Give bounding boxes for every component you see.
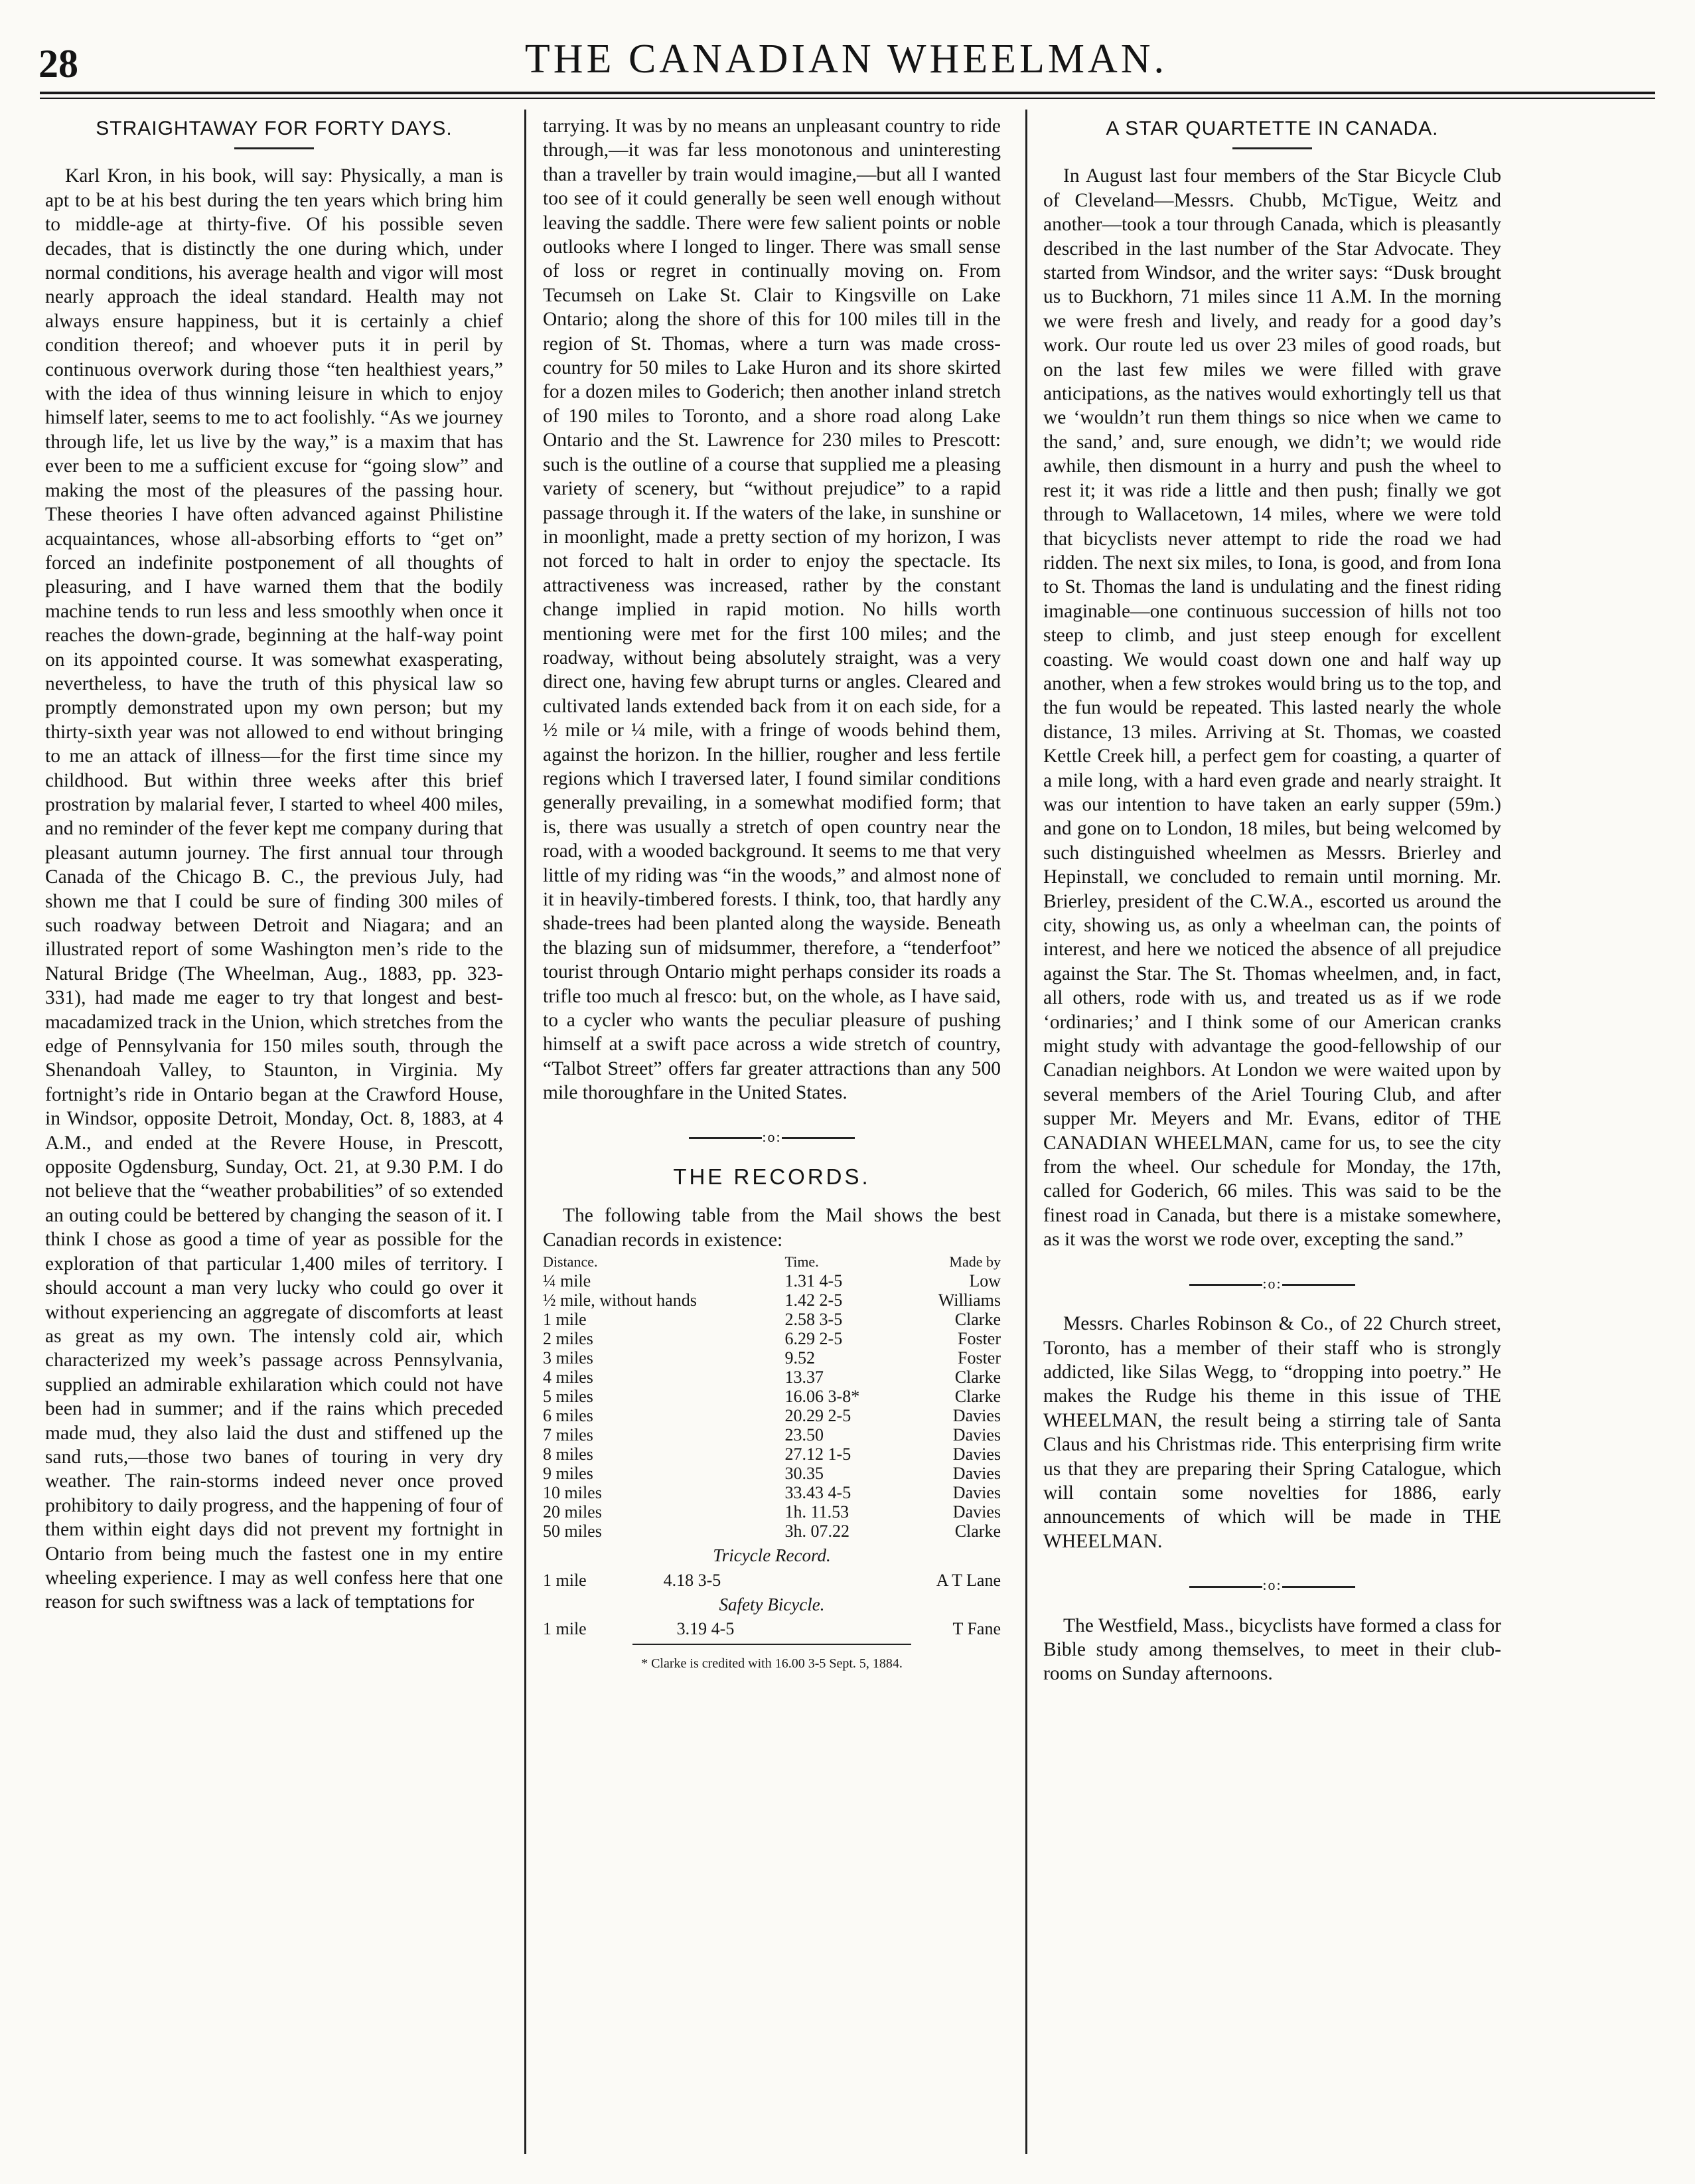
- time-cell: 2.58 3-5: [784, 1310, 843, 1330]
- records-footnote: * Clarke is credited with 16.00 3-5 Sept. 5, 1884.: [641, 1656, 903, 1672]
- made-by-cell: Clarke: [954, 1367, 1001, 1387]
- records-header-row: [543, 1252, 1001, 1271]
- made-by-cell: Low: [969, 1271, 1001, 1291]
- table-row: [543, 1464, 1001, 1483]
- masthead-rule-bottom: [40, 98, 1655, 99]
- table-row: [543, 1571, 1001, 1590]
- made-by-cell: Clarke: [954, 1521, 1001, 1541]
- made-by-cell: Davies: [952, 1483, 1001, 1503]
- time-cell: 33.43 4-5: [784, 1483, 851, 1503]
- records-title: THE RECORDS.: [673, 1164, 871, 1190]
- distance-cell: 1 mile: [543, 1570, 587, 1590]
- safety-bicycle-heading: Safety Bicycle.: [719, 1594, 825, 1614]
- safety-body: [543, 1619, 1001, 1638]
- column-3: [1043, 114, 1501, 1686]
- col-time: Time.: [784, 1253, 819, 1271]
- masthead-title: THE CANADIAN WHEELMAN.: [524, 37, 1168, 82]
- made-by-cell: Davies: [952, 1444, 1001, 1464]
- time-cell: 27.12 1-5: [784, 1444, 851, 1464]
- tricycle-record-heading: Tricycle Record.: [713, 1545, 831, 1566]
- distance-cell: ½ mile, without hands: [543, 1290, 697, 1310]
- distance-cell: ¼ mile: [543, 1271, 591, 1291]
- time-cell: 13.37: [784, 1367, 824, 1387]
- article1-continuation: tarrying. It was by no means an unpleasant country to ride through,—it was far less monotonous and uninteresting than a traveller by train would imagine,—but all I wanted too see of it could generally be seen well enough without leaving the saddle. There were few salient points or noble outlooks where I longed to linger. There was small sense of loss or regret in continually moving on. From Tecumseh on Lake St. Clair to Kingsville on Lake Ontario; along the shore of this for 100 miles till in the region of St. Thomas, where a turn was made cross-country for 50 miles to Lake Huron and its shore skirted for a dozen miles to Goderich; then another inland stretch of 190 miles to Toronto, and a shore road along Lake Ontario and the St. Lawrence for 230 miles to Prescott: such is the outline of a course that supplied me a pleasing variety of scenery, but “without prejudice” to a rapid passage through it. If the waters of the lake, in sunshine or in moonlight, made a pretty section of my horizon, I was not forced to halt in order to enjoy the spectacle. Its attractiveness was increased, rather by the constant change implied in rapid motion. No hills worth mentioning were met for the first 100 miles; and the roadway, without being absolutely straight, was a very direct one, having few abrupt turns or angles. Cleared and cultivated lands extended back from it on each side, for a ½ mile or ¼ mile, with a fringe of woods behind them, against the horizon. In the hillier, rougher and less fertile regions which I traversed later, I found similar conditions generally prevailing, in a somewhat modified form; that is, there was usually a stretch of open country near the road, with a wooded background. It seems to me that very little of my riding was “in the woods,” and almost none of it in heavily-timbered forests. I think, too, that hardly any shade-trees had been planted along the wayside. Beneath the blazing sun of midsummer, therefore, a “tenderfoot” tourist through Ontario might perhaps consider its roads a trifle too much al fresco: but, on the whole, as I have said, to a cycler who wants the peculiar pleasure of pushing himself at a swift pace across a wide stretch of country, “Talbot Street” offers far greater attractions than any 500 mile thoroughfare in the United States.: [543, 116, 1001, 1104]
- table-row: [543, 1290, 1001, 1310]
- table-row: [543, 1387, 1001, 1406]
- column-divider-2: [1025, 110, 1027, 2154]
- made-by-cell: Davies: [952, 1406, 1001, 1426]
- article4-paragraph: The Westfield, Mass., bicyclists have formed a class for Bible study among themselves, to meet in their club-rooms on Sunday afternoons.: [1043, 1614, 1501, 1685]
- made-by-cell: Clarke: [954, 1310, 1001, 1330]
- title-rule: [1232, 147, 1312, 149]
- time-cell: 9.52: [784, 1348, 816, 1368]
- safety-table: [543, 1619, 1001, 1638]
- section-separator: :o:: [543, 1125, 1001, 1149]
- table-row: [543, 1619, 1001, 1638]
- made-by-cell: Foster: [958, 1329, 1001, 1349]
- made-by-cell: Williams: [938, 1290, 1001, 1310]
- records-body: [543, 1271, 1001, 1541]
- table-row: [543, 1329, 1001, 1348]
- time-cell: 20.29 2-5: [784, 1406, 851, 1426]
- section-separator: :o:: [1043, 1272, 1501, 1296]
- distance-cell: 50 miles: [543, 1521, 602, 1541]
- table-row: [543, 1348, 1001, 1367]
- made-by-cell: Davies: [952, 1425, 1001, 1445]
- time-cell: 1h. 11.53: [784, 1502, 849, 1522]
- column-2: [543, 114, 1001, 1676]
- article2-title: A STAR QUARTETTE IN CANADA.: [1106, 117, 1439, 139]
- table-row: [543, 1425, 1001, 1444]
- time-cell: 30.35: [784, 1464, 824, 1484]
- page-number: 28: [38, 42, 78, 86]
- tricycle-table: [543, 1571, 1001, 1590]
- distance-cell: 4 miles: [543, 1367, 593, 1387]
- column-divider-1: [524, 110, 526, 2154]
- time-cell: 16.06 3-8*: [784, 1387, 860, 1407]
- time-cell: 23.50: [784, 1425, 824, 1445]
- column-1: [45, 114, 503, 1614]
- distance-cell: 1 mile: [543, 1619, 587, 1639]
- time-cell: 1.42 2-5: [784, 1290, 843, 1310]
- records-intro: The following table from the Mail shows the best Canadian records in existence:: [543, 1205, 1001, 1251]
- distance-cell: 3 miles: [543, 1348, 593, 1368]
- distance-cell: 7 miles: [543, 1425, 593, 1445]
- article1-title: STRAIGHTAWAY FOR FORTY DAYS.: [96, 117, 453, 139]
- made-by-cell: A T Lane: [936, 1570, 1001, 1590]
- table-row: [543, 1502, 1001, 1521]
- time-cell: 1.31 4-5: [784, 1271, 843, 1291]
- col-distance: Distance.: [543, 1253, 598, 1271]
- table-row: [543, 1310, 1001, 1329]
- records-table: [543, 1252, 1001, 1541]
- time-cell: 4.18 3-5: [663, 1570, 721, 1590]
- article3-paragraph: Messrs. Charles Robinson & Co., of 22 Church street, Toronto, has a member of their staff who is strongly addicted, like Silas Wegg, to “dropping into poetry.” He makes the Rudge his theme in this issue of THE WHEELMAN, the result being a stirring tale of Santa Claus and his Christmas ride. This enterprising firm write us that they are preparing their Spring Catalogue, which will contain some novelties for 1886, early announcements of which will be made in THE WHEELMAN.: [1043, 1313, 1501, 1552]
- made-by-cell: T Fane: [952, 1619, 1001, 1639]
- section-separator: :o:: [1043, 1573, 1501, 1597]
- made-by-cell: Foster: [958, 1348, 1001, 1368]
- time-cell: 3h. 07.22: [784, 1521, 850, 1541]
- time-cell: 3.19 4-5: [676, 1619, 735, 1639]
- distance-cell: 8 miles: [543, 1444, 593, 1464]
- article2-paragraph: In August last four members of the Star Bicycle Club of Cleveland—Messrs. Chubb, McTigue, Weitz and another—took a tour through Canada, which is pleasantly described in the last number of the Star Advocate. They started from Windsor, and the writer says: “Dusk brought us to Buckhorn, 71 miles since 11 A.M. In the morning we were fresh and lively, and ready for a good day’s work. Our route led us over 23 miles of good roads, but on the last few miles we were filled with grave anticipations, as the natives would exhortingly tell us that we ‘wouldn’t run them things so nice when we came to the sand,’ and, sure enough, we didn’t; we would ride awhile, then dismount in a hurry and push the wheel to rest it; it was ride a little and then push; finally we got through to Wallacetown, 14 miles, where we were told that bicyclists never attempt to ride the road we had ridden. The next six miles, to Iona, is good, and from Iona to St. Thomas the land is undulating and the finest riding imaginable—one continuous succession of hills not too steep to climb, and just steep enough for excellent coasting. We would coast down one and half way up another, when a few strokes would bring us to the top, and the fun would be repeated. This lasted nearly the whole distance, 13 miles. Arriving at St. Thomas, we coasted Kettle Creek hill, a perfect gem for coasting, a quarter of a mile long, with a hard even grade and nearly straight. It was our intention to have taken an early supper (59m.) and gone on to London, 18 miles, but being welcomed by such distinguished wheelmen as Messrs. Brierley and Hepinstall, we concluded to remain until morning. Mr. Brierley, president of the C.W.A., escorted us around the city, showing us, as only a wheelman can, the points of interest, and here we noticed the absence of all prejudice against the Star. The St. Thomas wheelmen, and, in fact, all others, rode with us, and treated us as if we rode ‘ordinaries;’ and I think some of our American cranks might study with advantage the good-fellowship of our Canadian neighbors. At London we were waited upon by several members of the Ariel Touring Club, and after supper Mr. Meyers and Mr. Evans, editor of THE CANADIAN WHEELMAN, came for us, to see the city from the wheel. Our schedule for Monday, the 17th, called for Goderich, 66 miles. This was said to be the finest road in Canada, but there is a mistake somewhere, as it was the worst we rode over, excepting the sand.”: [1043, 165, 1501, 1251]
- tricycle-body: [543, 1571, 1001, 1590]
- title-rule: [234, 147, 314, 149]
- time-cell: 6.29 2-5: [784, 1329, 843, 1349]
- table-row: [543, 1367, 1001, 1387]
- table-row: [543, 1406, 1001, 1425]
- distance-cell: 6 miles: [543, 1406, 593, 1426]
- table-row: [543, 1483, 1001, 1502]
- col-made-by: Made by: [949, 1253, 1001, 1271]
- masthead-rule-top: [40, 92, 1655, 94]
- table-row: [543, 1521, 1001, 1541]
- footnote-rule: [632, 1644, 911, 1645]
- table-row: [543, 1444, 1001, 1464]
- made-by-cell: Clarke: [954, 1387, 1001, 1407]
- made-by-cell: Davies: [952, 1464, 1001, 1484]
- table-row: [543, 1271, 1001, 1290]
- distance-cell: 9 miles: [543, 1464, 593, 1484]
- distance-cell: 20 miles: [543, 1502, 602, 1522]
- distance-cell: 10 miles: [543, 1483, 602, 1503]
- distance-cell: 1 mile: [543, 1310, 587, 1330]
- article1-paragraph: Karl Kron, in his book, will say: Physically, a man is apt to be at his best during the ten years which bring him to middle-age at thirty-five. Of his possible seven decades, that is distinctly the one during which, under normal conditions, his average health and vigor will most nearly approach the ideal standard. Health may not always ensure happiness, but it is certainly a chief condition thereof; and whoever puts it in peril by continuous overwork during those “ten healthiest years,” with the idea of thus winning leisure in which to enjoy himself later, seems to me to act foolishly. “As we journey through life, let us live by the way,” is a maxim that has ever been to me a sufficient excuse for “going slow” and making the most of the pleasures of the passing hour. These theories I have often advanced against Philistine acquaintances, whose all-absorbing efforts to “get on” forced an indefinite postponement of all thoughts of pleasuring, and I have warned them that the bodily machine tends to run less and less smoothly when once it reaches the down-grade, beginning at the half-way point on its appointed course. It was somewhat exasperating, nevertheless, to have the truth of this physical law so promptly demonstrated upon my own person; but my thirty-sixth year was not allowed to end without bringing to me an attack of illness—for the first time since my childhood. But within three weeks after this brief prostration by malarial fever, I started to wheel 400 miles, and no reminder of the fever kept me company during that pleasant autumn journey. The first annual tour through Canada of the Chicago B. C., the previous July, had shown me that I could be sure of finding 300 miles of such roadway between Detroit and Niagara; and an illustrated report of some Washington men’s ride to the Natural Bridge (The Wheelman, Aug., 1883, pp. 323-331), had made me eager to try that longest and best-macadamized track in the Union, which stretches from the edge of Pennsylvania for 150 miles south, through the Shenandoah Valley, to Staunton, in Virginia. My fortnight’s ride in Ontario began at the Crawford House, in Windsor, opposite Detroit, Monday, Oct. 8, 1883, at 4 A.M., and ended at the Revere House, in Prescott, opposite Ogdensburg, Sunday, Oct. 21, at 9.30 P.M. I do not believe that the “weather probabilities” of so extended an outing could be bettered by changing the season of it. I think I chose as good a time of year as possible for the exploration of that particular 1,400 miles of territory. I should account a man very lucky who could go over it without experiencing an aggregate of discomforts at least as great as my own. The intensly cold air, which characterized my week’s passage across Pennsylvania, supplied an admirable exhilaration which could not have been had in summer; and if the rains which preceded made mud, they also laid the dust and stiffened up the sand ruts,—those two banes of touring in very dry weather. The rain-storms indeed never once proved prohibitory to daily progress, and the happening of four of them within eight days did not prevent my fortnight in Ontario from being much the fastest one in my entire wheeling experience. I may as well confess here that one reason for such swiftness was a lack of temptations for: [45, 165, 503, 1613]
- distance-cell: 5 miles: [543, 1387, 593, 1407]
- made-by-cell: Davies: [952, 1502, 1001, 1522]
- distance-cell: 2 miles: [543, 1329, 593, 1349]
